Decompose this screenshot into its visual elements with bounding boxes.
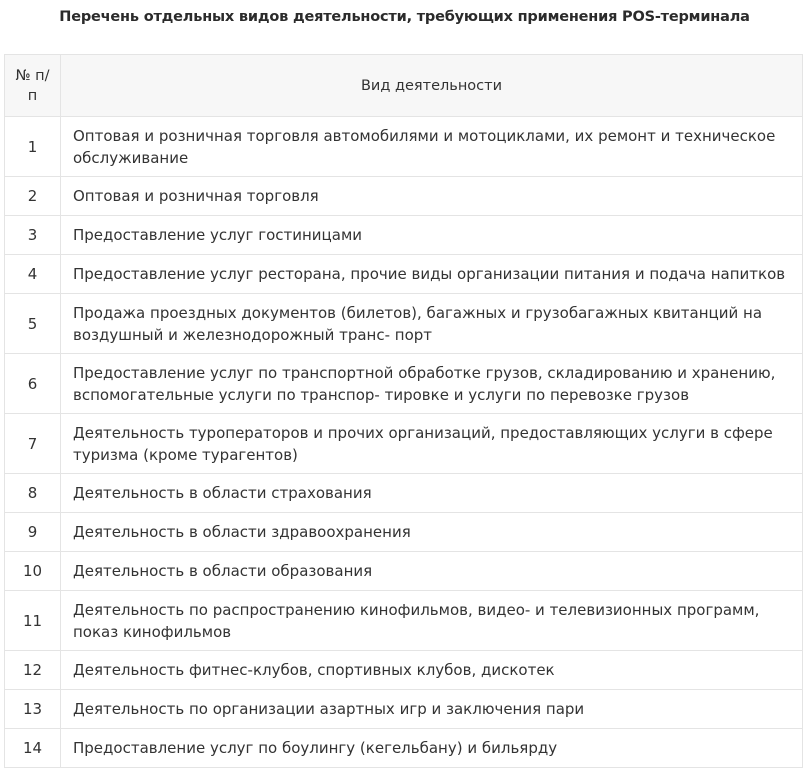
table-row xyxy=(5,255,803,294)
row-number: 6 xyxy=(5,354,61,414)
row-activity: Оптовая и розничная торговля xyxy=(61,177,803,216)
row-number: 10 xyxy=(5,552,61,591)
header-number-label: № п/п xyxy=(15,67,50,104)
page-title: Перечень отдельных видов деятельности, требующих применения POS-терминала xyxy=(59,9,750,25)
table-row xyxy=(5,591,803,651)
row-number: 11 xyxy=(5,591,61,651)
row-number: 2 xyxy=(5,177,61,216)
row-activity: Оптовая и розничная торговля автомобилями и мотоциклами, их ремонт и техническое обслуживание xyxy=(61,117,803,177)
table-row xyxy=(5,117,803,177)
row-number: 14 xyxy=(5,729,61,768)
row-activity: Деятельность в области образования xyxy=(61,552,803,591)
table-row xyxy=(5,729,803,768)
row-activity: Предоставление услуг по боулингу (кегельбану) и бильярду xyxy=(61,729,803,768)
table-row xyxy=(5,651,803,690)
row-activity: Продажа проездных документов (билетов), багажных и грузобагажных квитанций на воздушный и железнодорожный транс- порт xyxy=(61,294,803,354)
row-number: 9 xyxy=(5,513,61,552)
row-number: 3 xyxy=(5,216,61,255)
row-activity: Деятельность туроператоров и прочих организаций, предоставляющих услуги в сфере туризма (кроме турагентов) xyxy=(61,414,803,474)
table-row xyxy=(5,354,803,414)
activity-table xyxy=(4,54,803,768)
row-number: 4 xyxy=(5,255,61,294)
header-activity: Вид деятельности xyxy=(61,55,803,117)
header-number xyxy=(5,55,61,117)
row-number: 12 xyxy=(5,651,61,690)
row-number: 7 xyxy=(5,414,61,474)
table-row xyxy=(5,474,803,513)
table-row xyxy=(5,552,803,591)
row-activity: Деятельность фитнес-клубов, спортивных клубов, дискотек xyxy=(61,651,803,690)
table-row xyxy=(5,414,803,474)
row-number: 13 xyxy=(5,690,61,729)
table-row xyxy=(5,513,803,552)
row-activity: Деятельность по организации азартных игр и заключения пари xyxy=(61,690,803,729)
row-activity: Предоставление услуг по транспортной обработке грузов, складированию и хранению, вспомогательные услуги по транспор- тировке и услуги по перевозке грузов xyxy=(61,354,803,414)
row-activity: Предоставление услуг гостиницами xyxy=(61,216,803,255)
row-number: 5 xyxy=(5,294,61,354)
table-row xyxy=(5,216,803,255)
row-activity: Предоставление услуг ресторана, прочие виды организации питания и подача напитков xyxy=(61,255,803,294)
row-activity: Деятельность в области страхования xyxy=(61,474,803,513)
row-activity: Деятельность по распространению кинофильмов, видео- и телевизионных программ, показ кинофильмов xyxy=(61,591,803,651)
table-row xyxy=(5,690,803,729)
row-activity: Деятельность в области здравоохранения xyxy=(61,513,803,552)
table-row xyxy=(5,177,803,216)
table-row xyxy=(5,294,803,354)
table-header-row xyxy=(5,55,803,117)
row-number: 8 xyxy=(5,474,61,513)
row-number: 1 xyxy=(5,117,61,177)
